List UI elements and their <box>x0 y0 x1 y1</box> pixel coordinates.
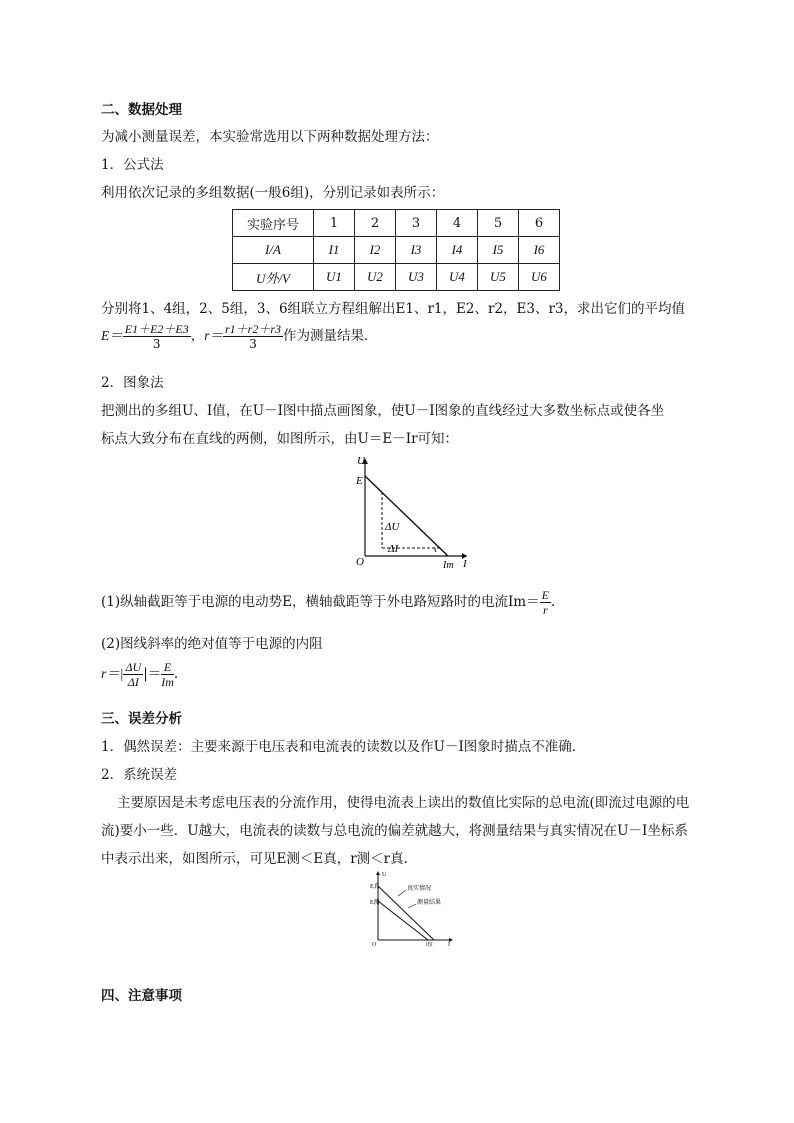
note1 <box>101 588 555 617</box>
table-cell: 6 <box>519 210 560 237</box>
true-pointer <box>398 890 406 896</box>
note2-numerator2: E <box>161 660 174 675</box>
avg-separator: ，r＝ <box>190 328 224 343</box>
table-cell: 5 <box>478 210 519 237</box>
avg-e-numerator: E1＋E2＋E3 <box>124 322 189 336</box>
error2-line3: 中表示出来，如图所示，可见E测＜E真，r测＜r真. <box>101 851 408 867</box>
average-formula <box>101 322 378 351</box>
origin-label: O <box>356 556 364 568</box>
table-cell: I4 <box>437 237 478 264</box>
table-cell: I2 <box>355 237 396 264</box>
method2-heading: 2．图象法 <box>101 375 164 391</box>
note2-mid: |＝ <box>143 666 162 682</box>
avg-r-fraction <box>223 322 283 351</box>
error2-line2: 流)要小一些．U越大，电流表的读数与总电流的偏差就越大，将测量结果与真实情况在U－I坐标系 <box>101 823 688 839</box>
table-cell: U1 <box>314 264 355 291</box>
error-graph <box>368 868 458 948</box>
note1-denominator: r <box>542 603 548 617</box>
e-label: E <box>356 475 363 487</box>
table-cell: 实验序号 <box>233 210 314 237</box>
error1-text: 1．偶然误差：主要来源于电压表和电流表的读数以及作U－I图象时描点不准确． <box>101 739 586 755</box>
table-row <box>233 210 560 237</box>
method2-text-2: 标点大致分布在直线的两侧，如图所示，由U＝E－Ir可知： <box>101 431 459 447</box>
table-cell: 4 <box>437 210 478 237</box>
x-axis-label: I <box>448 942 450 948</box>
avg-e-denominator: 3 <box>152 337 161 351</box>
note2-formula <box>101 660 178 689</box>
note2-text: (2)图线斜率的绝对值等于电源的内阻 <box>101 636 323 652</box>
note2-numerator1: ΔU <box>125 660 142 674</box>
table-cell: I3 <box>396 237 437 264</box>
im-label: Im <box>443 560 454 571</box>
avg-r-numerator: r1＋r2＋r3 <box>225 322 282 336</box>
method1-heading: 1．公式法 <box>101 157 164 173</box>
table-cell: U5 <box>478 264 519 291</box>
table-cell: I1 <box>314 237 355 264</box>
data-table <box>232 209 560 291</box>
avg-r-denominator: 3 <box>249 337 257 351</box>
measured-label: 测量结果 <box>417 900 442 906</box>
table-cell: U2 <box>355 264 396 291</box>
note1-fraction <box>540 588 551 617</box>
y-axis-label: U <box>357 455 365 467</box>
y-axis-label: U <box>382 872 387 878</box>
note1-numerator: E <box>541 588 549 602</box>
note2-lhs: r＝| <box>101 666 124 681</box>
table-row <box>233 264 560 291</box>
table-cell: U4 <box>437 264 478 291</box>
measured-pointer <box>408 904 416 908</box>
section4-heading: 四、注意事项 <box>101 988 182 1004</box>
y-axis-arrow <box>376 871 380 875</box>
avg-e-lhs: E＝ <box>101 328 123 343</box>
true-line <box>378 886 434 940</box>
table-cell: I5 <box>478 237 519 264</box>
section2-intro: 为减小测量误差，本实验常选用以下两种数据处理方法： <box>101 129 439 145</box>
delta-u-label: ΔU <box>385 521 400 533</box>
table-cell: U外/V <box>233 264 314 291</box>
table-row <box>233 237 560 264</box>
table-cell: U6 <box>519 264 560 291</box>
table-cell: 2 <box>355 210 396 237</box>
table-cell: U3 <box>396 264 437 291</box>
method2-text-1: 把测出的多组U、I值，在U－I图中描点画图象，使U－I图象的直线经过大多数坐标点或使各坐 <box>101 403 665 419</box>
table-cell: 1 <box>314 210 355 237</box>
note2-denominator2: Im <box>161 675 174 689</box>
section2-heading: 二、数据处理 <box>101 102 182 118</box>
ui-line <box>365 476 448 556</box>
angle-arc <box>435 548 436 552</box>
note2-denominator1: ΔI <box>127 675 139 689</box>
ui-graph <box>345 452 480 574</box>
error2-heading: 2．系统误差 <box>101 767 178 783</box>
method1-text: 利用依次记录的多组数据(一般6组)，分别记录如表所示： <box>101 185 445 201</box>
true-label: 真实情况 <box>407 886 432 892</box>
e-true-label: E真 <box>370 884 380 890</box>
x-axis-label: I <box>463 558 467 570</box>
note2-fraction2 <box>161 660 174 689</box>
delta-i-label: ΔI <box>388 543 399 555</box>
note2-end: . <box>173 666 179 682</box>
error2-line1: 主要原因是未考虑电压表的分流作用，使得电流表上读出的数值比实际的总电流(即流过电源的电 <box>117 795 690 811</box>
origin-label: O <box>372 942 377 948</box>
table-cell: I/A <box>233 237 314 264</box>
note2-fraction1 <box>123 660 143 689</box>
measured-line <box>378 901 428 940</box>
table-cell: 3 <box>396 210 437 237</box>
section3-heading: 三、误差分析 <box>101 711 182 727</box>
note1-end: . <box>550 594 556 610</box>
avg-suffix: 作为测量结果． <box>283 328 378 344</box>
table-cell: I6 <box>519 237 560 264</box>
e-meas-label: E测 <box>370 900 380 906</box>
avg-e-fraction <box>123 322 191 351</box>
solve-text: 分别将1、4组，2、5组，3、6组联立方程组解出E1、r1，E2、r2，E3、r3，求出它们的平均值 <box>101 301 685 317</box>
im-label: I短 <box>426 943 433 948</box>
note1-text: (1)纵轴截距等于电源的电动势E，横轴截距等于外电路短路时的电流Im＝ <box>101 594 540 610</box>
